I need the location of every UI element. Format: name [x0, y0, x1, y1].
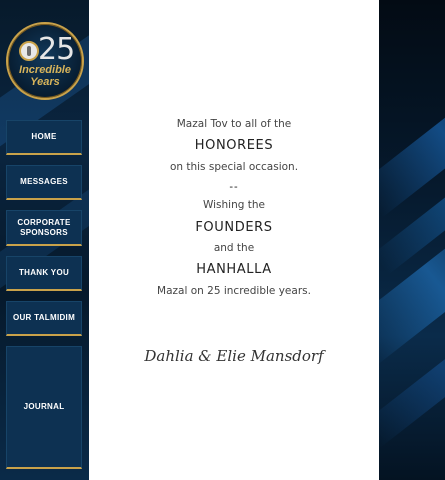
anniversary-logo[interactable] — [6, 22, 84, 100]
message-line-1: Mazal Tov to all of the — [176, 118, 292, 130]
nav-home-label: HOME — [31, 132, 57, 141]
nav-our-talmidim-label: OUR TALMIDIM — [12, 313, 76, 322]
nav-journal-button[interactable] — [6, 346, 82, 469]
logo-word-bottom: Years — [30, 76, 60, 88]
nav-messages-label: MESSAGES — [20, 177, 68, 186]
nav-corporate-label: CORPORATE — [17, 217, 71, 227]
message-signature: Dahlia & Elie Mansdorf — [144, 347, 324, 365]
sidebar — [0, 0, 89, 480]
nav-journal-label: JOURNAL — [23, 402, 65, 411]
nav-thank-you-button[interactable] — [6, 256, 82, 291]
message-line-5: Mazal on 25 incredible years. — [157, 285, 311, 297]
message-hanhalla: HANHALLA — [196, 262, 272, 277]
nav-home-button[interactable] — [6, 120, 82, 155]
message-founders: FOUNDERS — [195, 220, 273, 235]
light-streak-1 — [379, 63, 445, 218]
coin-icon — [19, 41, 39, 61]
nav-our-talmidim-button[interactable] — [6, 301, 82, 336]
message-line-4: and the — [213, 242, 255, 254]
message-honorees: HONOREES — [194, 138, 274, 153]
nav-sponsors-label: SPONSORS — [20, 227, 68, 237]
message-line-3: Wishing the — [202, 199, 265, 211]
message-line-2: on this special occasion. — [169, 161, 299, 173]
nav-thank-you-label: THANK YOU — [18, 268, 70, 277]
logo-number: 25 — [38, 32, 75, 67]
nav-messages-button[interactable] — [6, 165, 82, 200]
message-page — [89, 0, 379, 480]
nav-corporate-sponsors-button[interactable] — [6, 210, 82, 246]
decorative-right-panel — [379, 0, 445, 480]
logo-word-top: Incredible — [19, 64, 71, 76]
message-separator: -- — [229, 181, 239, 193]
